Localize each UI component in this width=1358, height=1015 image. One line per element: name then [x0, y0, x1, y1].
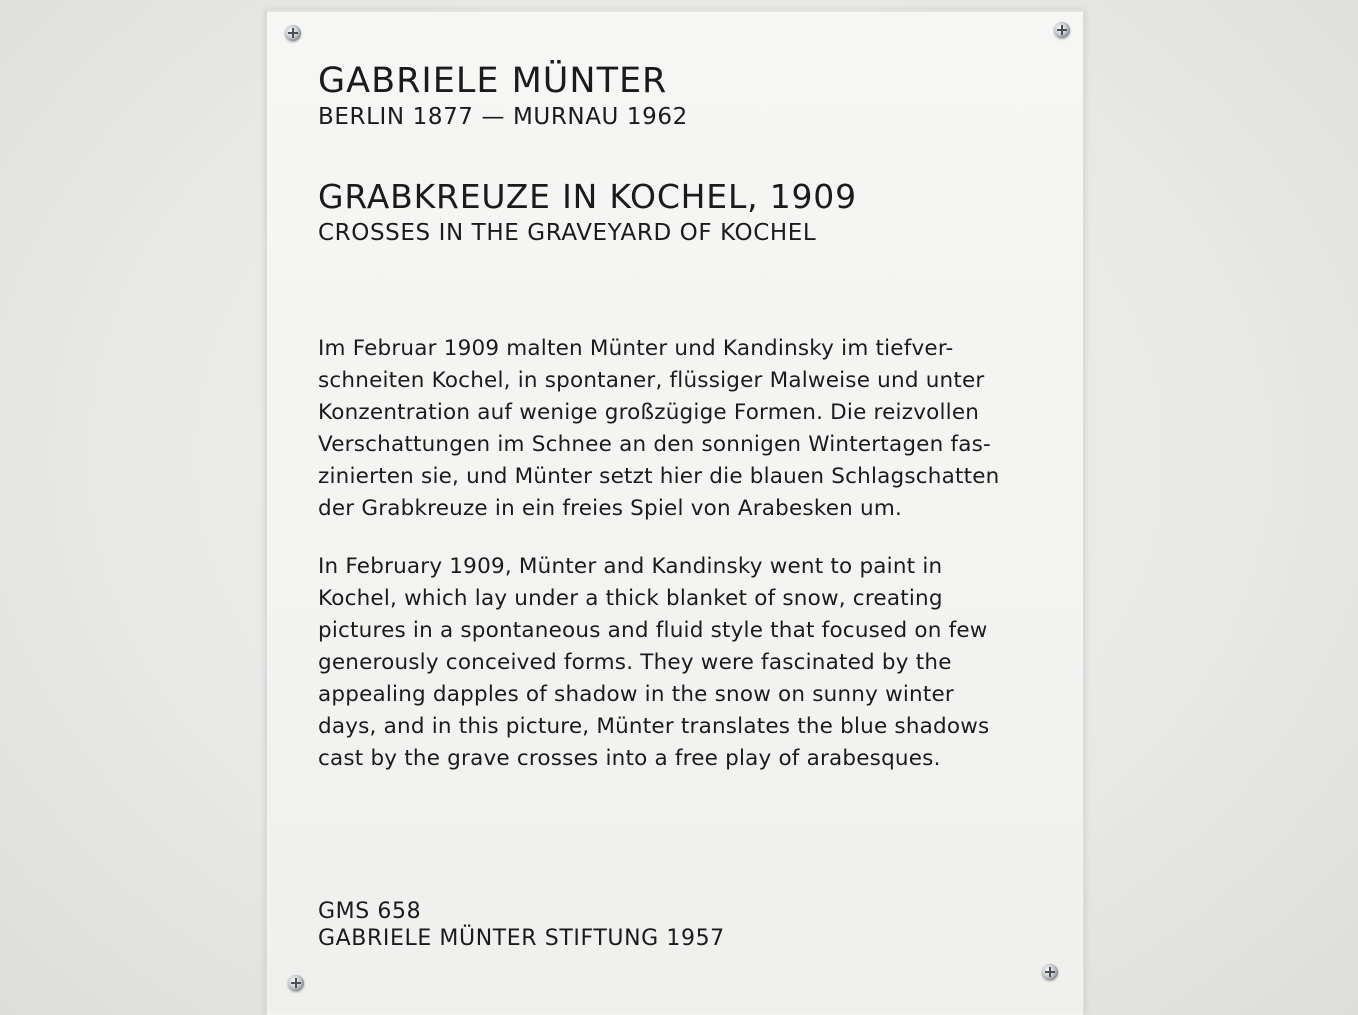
screw-icon: [1054, 22, 1070, 38]
description-line: schneiten Kochel, in spontaner, flüssiger Malweise und unter: [318, 368, 985, 393]
inventory-number: GMS 658: [318, 899, 422, 924]
description-english: [318, 551, 989, 775]
screw-icon: [285, 25, 301, 41]
description-line: Verschattungen im Schnee an den sonnigen Wintertagen fas-: [318, 432, 991, 457]
description-line: Kochel, which lay under a thick blanket of snow, creating: [318, 586, 943, 611]
artist-life-dates: BERLIN 1877 — MURNAU 1962: [318, 104, 688, 130]
description-line: cast by the grave crosses into a free play of arabesques.: [318, 746, 941, 771]
description-german: [318, 333, 1000, 525]
artwork-title-german: GRABKREUZE IN KOCHEL, 1909: [318, 177, 857, 216]
description-line: der Grabkreuze in ein freies Spiel von Arabesken um.: [318, 496, 903, 521]
screw-icon: [1042, 964, 1058, 980]
description-line: pictures in a spontaneous and fluid style that focused on few: [318, 618, 988, 643]
artwork-title-english: CROSSES IN THE GRAVEYARD OF KOCHEL: [318, 220, 817, 246]
description-line: In February 1909, Münter and Kandinsky went to paint in: [318, 554, 943, 579]
description-line: zinierten sie, und Münter setzt hier die blauen Schlagschatten: [318, 464, 1000, 489]
description-line: days, and in this picture, Münter translates the blue shadows: [318, 714, 990, 739]
artist-name: GABRIELE MÜNTER: [318, 61, 668, 101]
description-line: Im Februar 1909 malten Münter und Kandinsky im tiefver-: [318, 336, 954, 361]
description-line: generously conceived forms. They were fascinated by the: [318, 650, 952, 675]
description-line: appealing dapples of shadow in the snow on sunny winter: [318, 682, 954, 707]
screw-icon: [288, 975, 304, 991]
credit-line: GABRIELE MÜNTER STIFTUNG 1957: [318, 926, 725, 951]
description-line: Konzentration auf wenige großzügige Formen. Die reizvollen: [318, 400, 980, 425]
